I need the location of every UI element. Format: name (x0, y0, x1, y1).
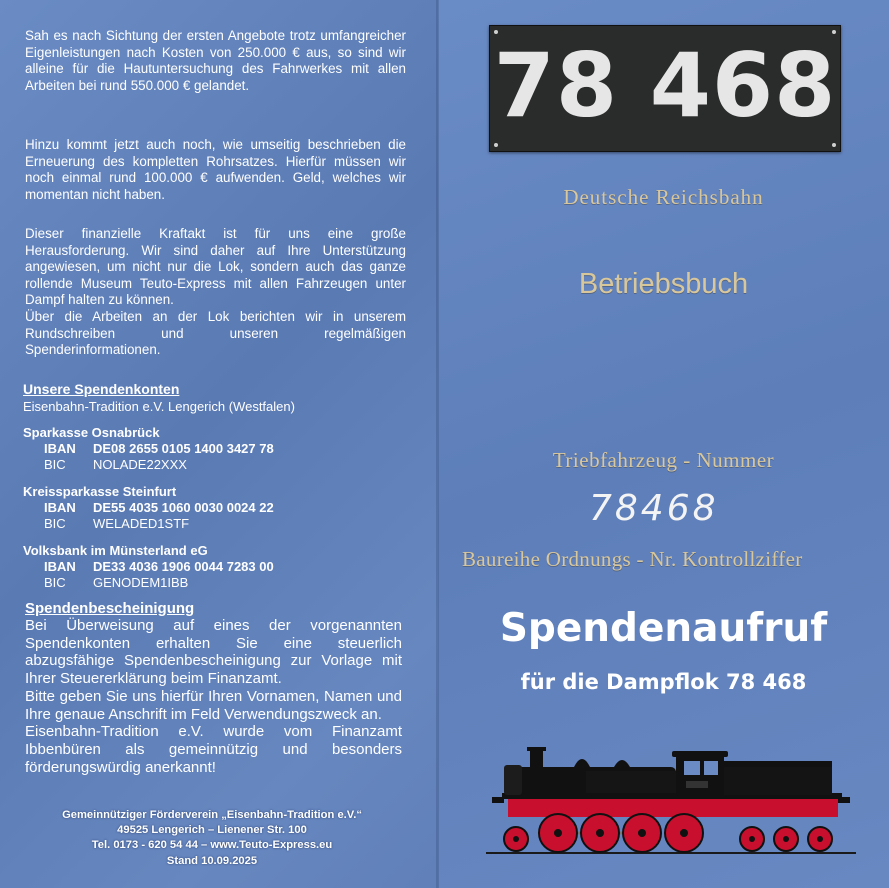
bic-label: BIC (44, 574, 66, 590)
iban-row (23, 500, 423, 516)
footer-line-1: Gemeinnütziger Förderverein „Eisenbahn-Tradition e.V.“ (62, 809, 362, 821)
bic-row (23, 457, 423, 473)
iban-value: DE55 4035 1060 0030 0024 22 (93, 500, 274, 515)
page-title: Spendenaufruf (499, 606, 828, 651)
iban-label: IBAN (44, 500, 76, 515)
vehicle-number-label: Triebfahrzeug - Nummer (552, 448, 775, 472)
fold-line (436, 0, 439, 888)
konten-org: Eisenbahn-Tradition e.V. Lengerich (Westfalen) (23, 399, 295, 414)
intro-paragraph-3-text: Dieser finanzielle Kraftakt ist für uns eine große Herausforderung. Wir sind daher auf Ihre Unterstützung angewiesen, um nicht nur die Lok, sondern auch das ganze rollende Museum Teuto-Express mit allen Fahrzeugen unter Dampf halten zu können. (25, 226, 406, 308)
bank-name: Kreissparkasse Steinfurt (23, 484, 177, 499)
book-title: Betriebsbuch (578, 268, 749, 300)
bic-row (23, 516, 423, 532)
bic-row (23, 575, 423, 591)
vehicle-number-handwritten: 78468 (589, 488, 719, 529)
intro-paragraph-1: Sah es nach Sichtung der ersten Angebote trotz umfangreicher Eigenleistungen nach Kosten von 250.000 € aus, so sind wir alleine für die Hautuntersuchung des Fahrwerkes mit allen Arbeiten bei rund 550.000 € gelandet. (25, 28, 406, 93)
bank-account (23, 425, 423, 472)
bic-value: NOLADE22XXX (93, 456, 187, 472)
footer-line-3: Tel. 0173 - 620 54 44 – www.Teuto-Express.eu (91, 839, 333, 852)
iban-label: IBAN (44, 441, 76, 456)
bescheinigung-paragraph-3: Eisenbahn-Tradition e.V. wurde vom Finanzamt Ibbenbüren als gemeinnützig und besonders förderungswürdig anerkannt! (25, 723, 402, 776)
bescheinigung-paragraph-1: Bei Überweisung auf eines der vorgenannten Spendenkonten erhalten Sie eine steuerlich abzugsfähige Spendenbescheinigung zur Vorlage mit Ihrer Steuererklärung beim Finanzamt. (25, 617, 402, 688)
footer-line-2: 49525 Lengerich – Lienener Str. 100 (117, 824, 307, 837)
company-name: Deutsche Reichsbahn (563, 185, 764, 209)
iban-value: DE33 4036 1906 0044 7283 00 (93, 559, 274, 574)
iban-row (23, 559, 423, 575)
bescheinigung-title: Spendenbescheinigung (25, 600, 195, 617)
iban-label: IBAN (44, 559, 76, 574)
iban-row (23, 441, 423, 457)
number-plate (489, 25, 841, 152)
intro-paragraph-4-text: Über die Arbeiten an der Lok berichten wir in unserem Rundschreiben und unseren regelmäßigen Spenderinformationen. (25, 308, 406, 358)
steam-locomotive-icon (486, 735, 856, 857)
bescheinigung-text (25, 617, 402, 776)
intro-paragraph-3 (25, 226, 406, 359)
bic-label: BIC (44, 515, 66, 531)
intro-paragraph-2: Hinzu kommt jetzt auch noch, wie umseitig beschrieben die Erneuerung des kompletten Rohrsatzes. Hierfür müssen wir noch einmal rund 100.000 € aufwenden. Geld, welches wir momentan nicht haben. (25, 137, 406, 202)
bank-account (23, 543, 423, 590)
bank-name: Volksbank im Münsterland eG (23, 543, 208, 558)
column-labels: Baureihe Ordnungs - Nr. Kontrollziffer (462, 547, 803, 571)
bic-label: BIC (44, 456, 66, 472)
iban-value: DE08 2655 0105 1400 3427 78 (93, 441, 274, 456)
footer-address (12, 808, 412, 869)
konten-title: Unsere Spendenkonten (23, 381, 180, 397)
bic-value: GENODEM1IBB (93, 574, 189, 590)
left-panel (0, 0, 438, 888)
bic-value: WELADED1STF (93, 515, 190, 531)
screw-icon (832, 143, 836, 147)
bescheinigung-paragraph-2: Bitte geben Sie uns hierfür Ihren Vornamen, Namen und Ihre genaue Anschrift im Feld Verwendungszweck an. (25, 687, 402, 723)
bank-name: Sparkasse Osnabrück (23, 425, 160, 440)
plate-number: 78 468 (493, 34, 837, 137)
footer-line-4: Stand 10.09.2025 (166, 854, 258, 867)
page-subtitle: für die Dampflok 78 468 (520, 670, 807, 694)
screw-icon (494, 143, 498, 147)
bank-account (23, 484, 423, 531)
